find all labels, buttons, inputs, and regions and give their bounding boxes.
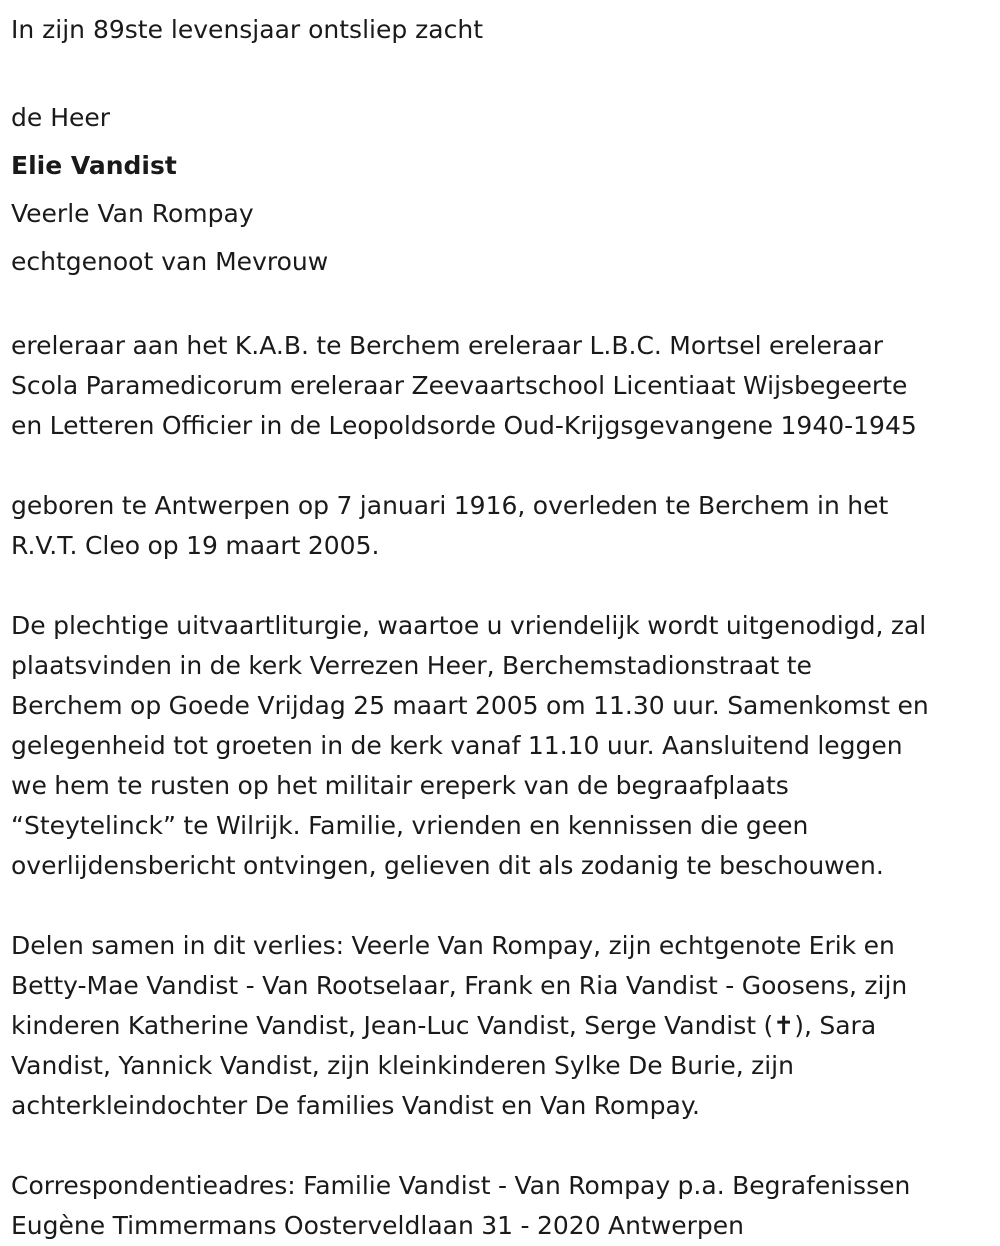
titles-line: ereleraar aan het K.A.B. te Berchem ereleraar L.B.C. Mortsel ereleraar: [11, 331, 884, 360]
funeral-line: overlijdensbericht ontvingen, gelieven dit als zodanig te beschouwen.: [11, 851, 884, 880]
deceased-header: [11, 94, 990, 286]
family-line: Vandist, Yannick Vandist, zijn kleinkinderen Sylke De Burie, zijn: [11, 1051, 794, 1080]
correspondence-line: Eugène Timmermans Oosterveldlaan 31 - 2020 Antwerpen: [11, 1211, 744, 1240]
titles-line: en Letteren Officier in de Leopoldsorde Oud-Krijgsgevangene 1940-1945: [11, 411, 917, 440]
family-line: kinderen Katherine Vandist, Jean-Luc Vandist, Serge Vandist (✝), Sara: [11, 1011, 877, 1040]
birth-death-line: geboren te Antwerpen op 7 januari 1916, overleden te Berchem in het: [11, 491, 889, 520]
funeral-line: De plechtige uitvaartliturgie, waartoe u vriendelijk wordt uitgenodigd, zal: [11, 611, 927, 640]
funeral-paragraph: [11, 606, 990, 886]
family-line: Delen samen in dit verlies: Veerle Van Rompay, zijn echtgenote Erik en: [11, 931, 895, 960]
family-paragraph: [11, 926, 990, 1126]
spouse-name: Veerle Van Rompay: [11, 199, 254, 228]
funeral-line: gelegenheid tot groeten in de kerk vanaf 11.10 uur. Aansluitend leggen: [11, 731, 903, 760]
funeral-line: Berchem op Goede Vrijdag 25 maart 2005 om 11.30 uur. Samenkomst en: [11, 691, 929, 720]
birth-death-line: R.V.T. Cleo op 19 maart 2005.: [11, 531, 380, 560]
birth-death-paragraph: [11, 486, 990, 566]
funeral-line: plaatsvinden in de kerk Verrezen Heer, Berchemstadionstraat te: [11, 651, 812, 680]
correspondence-paragraph: [11, 1166, 990, 1246]
family-line: Betty-Mae Vandist - Van Rootselaar, Frank en Ria Vandist - Goosens, zijn: [11, 971, 908, 1000]
family-line: achterkleindochter De families Vandist en Van Rompay.: [11, 1091, 700, 1120]
correspondence-line: Correspondentieadres: Familie Vandist - Van Rompay p.a. Begrafenissen: [11, 1171, 911, 1200]
intro-line: In zijn 89ste levensjaar ontsliep zacht: [11, 15, 484, 44]
titles-line: Scola Paramedicorum ereleraar Zeevaartschool Licentiaat Wijsbegeerte: [11, 371, 908, 400]
funeral-line: we hem te rusten op het militair ereperk van de begraafplaats: [11, 771, 789, 800]
salutation: de Heer: [11, 103, 111, 132]
funeral-line: “Steytelinck” te Wilrijk. Familie, vrienden en kennissen die geen: [11, 811, 809, 840]
relation-line: echtgenoot van Mevrouw: [11, 247, 329, 276]
deceased-name: Elie Vandist: [11, 151, 177, 180]
titles-paragraph: [11, 326, 990, 446]
